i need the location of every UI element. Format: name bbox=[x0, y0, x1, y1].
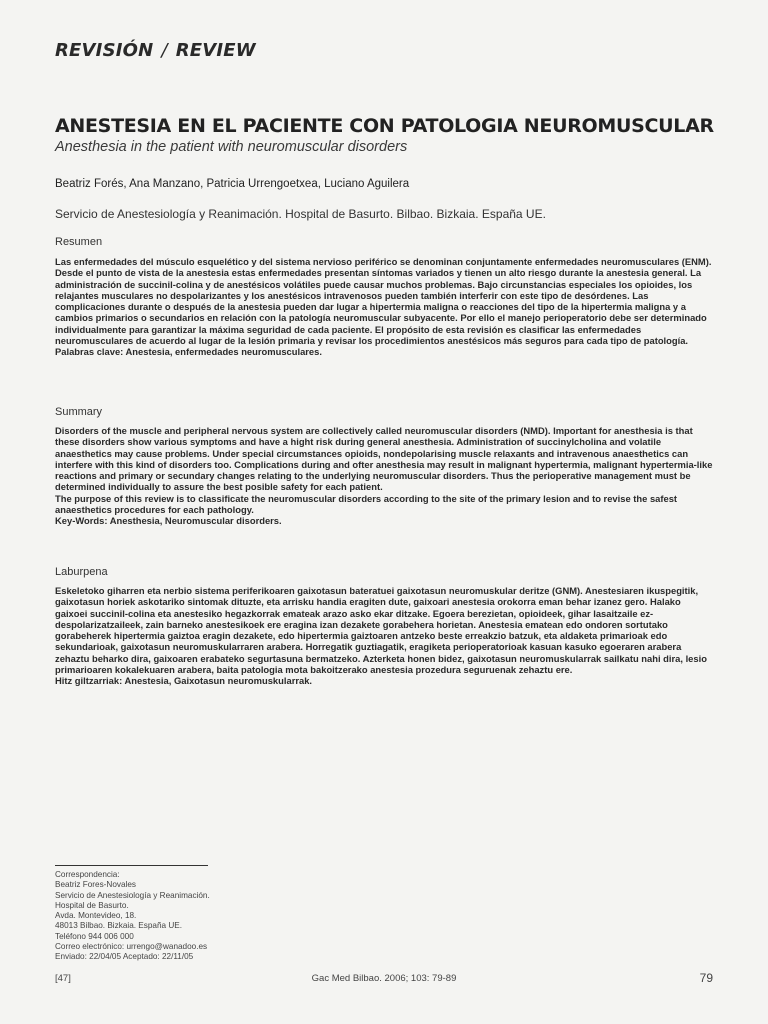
footnote-divider bbox=[55, 865, 208, 866]
laburpena-keywords: Hitz giltzarriak: Anestesia, Gaixotasun neuromuskularrak. bbox=[55, 675, 313, 687]
resumen-heading: Resumen bbox=[55, 236, 103, 248]
correspondence-line: Avda. Montevideo, 18. bbox=[55, 911, 137, 921]
correspondence-line: Hospital de Basurto. bbox=[55, 900, 129, 910]
summary-keywords: Key-Words: Anesthesia, Neuromuscular disorders. bbox=[55, 515, 282, 527]
resumen-abstract bbox=[55, 256, 715, 358]
footer-page-ref: [47] bbox=[55, 973, 71, 984]
article-subtitle: Anesthesia in the patient with neuromuscular disorders bbox=[55, 139, 408, 155]
article-affiliation: Servicio de Anestesiología y Reanimación. Hospital de Basurto. Bilbao. Bizkaia. España UE. bbox=[55, 207, 546, 221]
article-authors: Beatriz Forés, Ana Manzano, Patricia Urrengoetxea, Luciano Aguilera bbox=[55, 178, 410, 190]
article-title: ANESTESIA EN EL PACIENTE CON PATOLOGIA NEUROMUSCULAR bbox=[55, 115, 714, 137]
correspondence-line: Correspondencia: bbox=[55, 870, 120, 879]
correspondence-email-line: Correo electrónico: urrengo@wanadoo.es bbox=[55, 942, 208, 952]
summary-purpose: The purpose of this review is to classificate the neuromuscular disorders according to the site of the primary lesion and to revise the safest anaesthetics procedures for each pathology. bbox=[55, 492, 678, 516]
resumen-keywords: Palabras clave: Anestesia, enfermedades neuromusculares. bbox=[55, 346, 322, 358]
correspondence-line: Teléfono 944 006 000 bbox=[55, 931, 134, 941]
section-tag-separator: / bbox=[161, 40, 168, 61]
section-tag bbox=[55, 40, 256, 61]
laburpena-abstract bbox=[55, 585, 715, 687]
footer-citation: Gac Med Bilbao. 2006; 103: 79-89 bbox=[311, 973, 457, 984]
correspondence-line: 48013 Bilbao. Bizkaia. España UE. bbox=[55, 921, 182, 931]
laburpena-body: Eskeletoko giharren eta nerbio sistema periferikoaren gaixotasun bateratuei gaixotasun neuromuskular deritze (GNM). Anestesiaren ikuspegitik, gaixotasun horiek askotariko sintomak dituzte, eta arrisku handia eragiten dute, gaixoari anestesia orokorra eman behar izanez gero. Halako gaixoei succinil-colina eta anestesiko hegazkorrak emateak arazo asko ekar ditzake. Egoera berezietan, opioideek, gihar lasaitzaile ez-despolarizatzaileek, zain barneko anestesikoek ere eragina izan dezakete gorabehera horietan. Anestesia ematean edo ondoren sortutako gorabeherek hipertermia gaiztoa eragin dezakete, edo hipertermia gaiztoaren antzeko beste erreakzio batzuk, eta aldaketa primarioak edo sekundarioak, gaixotasun neuromuskularraren arabera. Horregatik guztiagatik, eragiketa perioperatorioak kasuan kasuko egoeraren arabera zehaztu beharko dira, gaixoaren erabateko segurtasuna bermatzeko. Azterketa honen bidez, gaixotasun neuromuskularrak sailkatu nahi dira, lesio primarioaren kokalekuaren arabera, baita patologia mota bakoitzerako anestesia prozedura seguruenak zehaztu ere. bbox=[55, 585, 707, 676]
summary-abstract bbox=[55, 425, 715, 527]
correspondence-line: Beatriz Fores-Novales bbox=[55, 880, 136, 890]
laburpena-heading: Laburpena bbox=[55, 566, 108, 578]
resumen-body: Las enfermedades del músculo esquelético y del sistema nervioso periférico se denominan conjuntamente enfermedades neuromusculares (ENM). Desde el punto de vista de la anestesia estas enfermedades presentan síntomas variados y tienen un alto riesgo durante la anestesia general. La administración de succinil-colina y de anestésicos volátiles puede causar muchos problemas. Bajo circunstancias especiales los opioides, los relajantes musculares no despolarizantes y los anestésicos intravenosos pueden también interferir con este tipo de desórdenes. Las complicaciones durante o después de la anestesia pueden dar lugar a hipertermia maligna o reacciones del tipo de la hipertermia maligna y a cambios primarios o secundarios en relación con la patología neuromuscular subyacente. Por ello el manejo perioperatorio debe ser determinado individualmente para garantizar la máxima seguridad de cada paciente. El propósito de esta revisión es clasificar las enfermedades neuromusculares de acuerdo al lugar de la lesión primaria y revisar los procedimientos anestésicos más seguros para cada tipo de patología. bbox=[55, 256, 712, 347]
correspondence-line: Servicio de Anestesiología y Reanimación. bbox=[55, 890, 210, 900]
summary-body: Disorders of the muscle and peripheral nervous system are collectively called neuromuscular disorders (NMD). Important for anesthesia is that these disorders show various symptoms and have a hight risk during general anesthesia. Administration of succinylcholina and volatile anaesthetics may cause problems. Under special circumstances opioids, nondepolarising muscle relaxants and intravenous anaesthetics can interfere with this kind of disorders too. Complications during and ofter anesthesia may result in malignant hypertermia, malignant hypertermia-like reactions and primary or secundary changes relating to the underlying neuromuscular disorders. Thus the perioperative management must be determined individually to assure the best posible safety for each patient. bbox=[55, 425, 713, 493]
section-tag-en: REVIEW bbox=[175, 40, 256, 61]
footer-page-number: 79 bbox=[699, 971, 713, 985]
correspondence-block bbox=[55, 870, 355, 963]
summary-heading: Summary bbox=[55, 406, 103, 418]
section-tag-es: REVISIÓN bbox=[55, 40, 154, 61]
correspondence-dates-line: Enviado: 22/04/05 Aceptado: 22/11/05 bbox=[55, 952, 194, 962]
